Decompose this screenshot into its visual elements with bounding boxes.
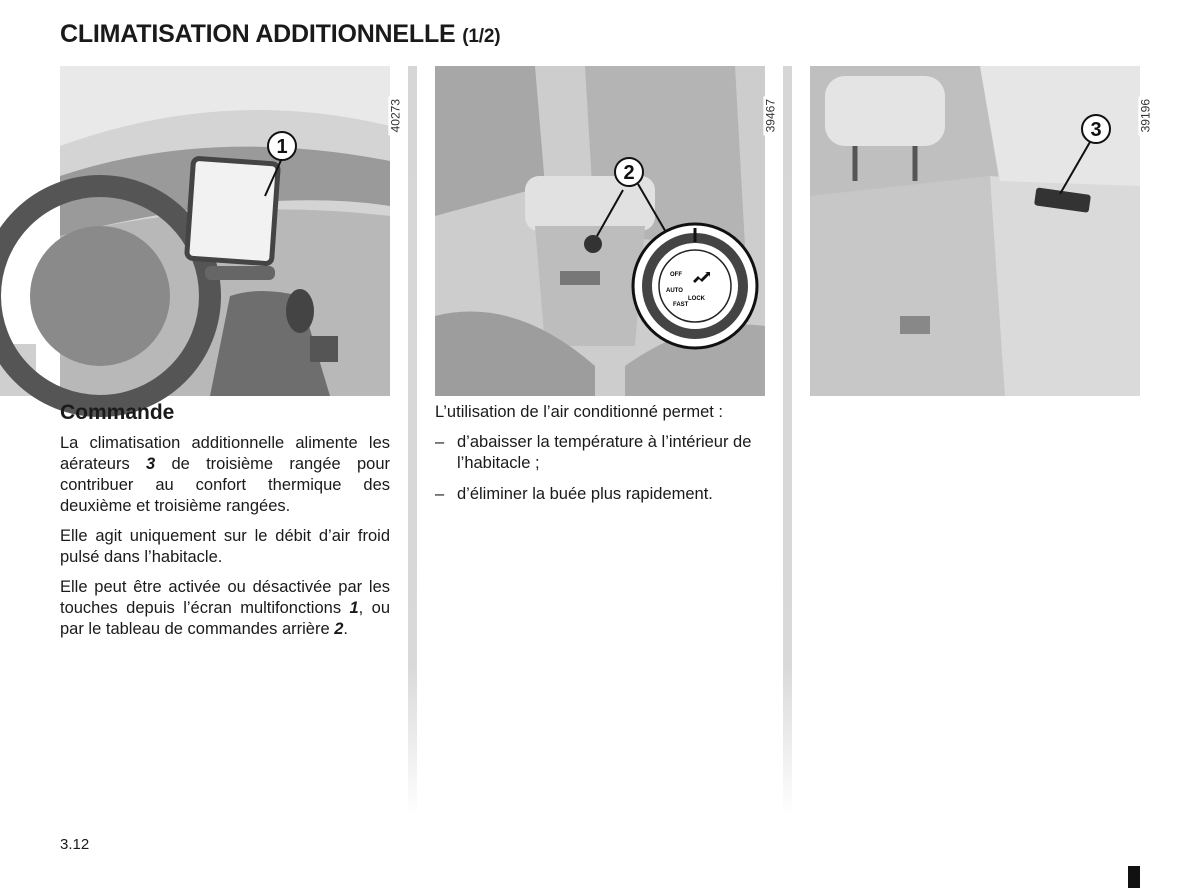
paragraph-2: Elle agit uniquement sur le débit d’air froid pulsé dans l’habitacle. [60, 527, 390, 566]
rear-console-photo [435, 66, 777, 396]
usage-section [435, 402, 767, 515]
photo-code: 39467 [763, 96, 777, 135]
photo-code: 39196 [1138, 96, 1152, 135]
control-dial [633, 224, 757, 348]
dial-label-auto: AUTO [666, 288, 683, 294]
dial-label-fast: FAST [673, 302, 689, 308]
title-part: (1/2) [462, 26, 501, 47]
list-item: – d’abaisser la température à l’intérieur de l’habitacle ; [435, 433, 752, 472]
column-separator-1 [408, 66, 417, 816]
dashboard-photo [60, 66, 402, 396]
column-separator-2 [783, 66, 792, 816]
callout-1: 1 [276, 136, 288, 158]
photo-code: 40273 [388, 96, 402, 135]
usage-intro: L’utilisation de l’air conditionné permet : [435, 403, 724, 421]
page-number: 3.12 [60, 836, 90, 853]
command-section [60, 402, 390, 649]
paragraph-3: Elle peut être activée ou désactivée par les touches depuis l’écran multifonctions 1, ou par le tableau de commandes arrière 2. [60, 578, 391, 638]
title-text: CLIMATISATION ADDITIONNELLE [60, 20, 456, 48]
callout-3: 3 [1090, 119, 1102, 141]
usage-list [435, 432, 767, 505]
third-row-photo [810, 66, 1152, 396]
section-heading: Commande [60, 401, 175, 424]
ref-2: 2 [334, 620, 344, 638]
ref-3: 3 [146, 455, 156, 473]
page-title [60, 20, 500, 49]
dial-label-off: OFF [670, 272, 682, 278]
list-item: – d’éliminer la buée plus rapidement. [435, 485, 713, 503]
callout-2: 2 [623, 162, 635, 184]
dial-label-lock: LOCK [688, 296, 705, 302]
ref-1: 1 [349, 599, 359, 617]
corner-mark [1128, 866, 1140, 888]
paragraph-1: La climatisation additionnelle alimente les aérateurs 3 de troisième rangée pour contribuer au confort thermique des deuxième et troisième rangées. [60, 434, 391, 515]
